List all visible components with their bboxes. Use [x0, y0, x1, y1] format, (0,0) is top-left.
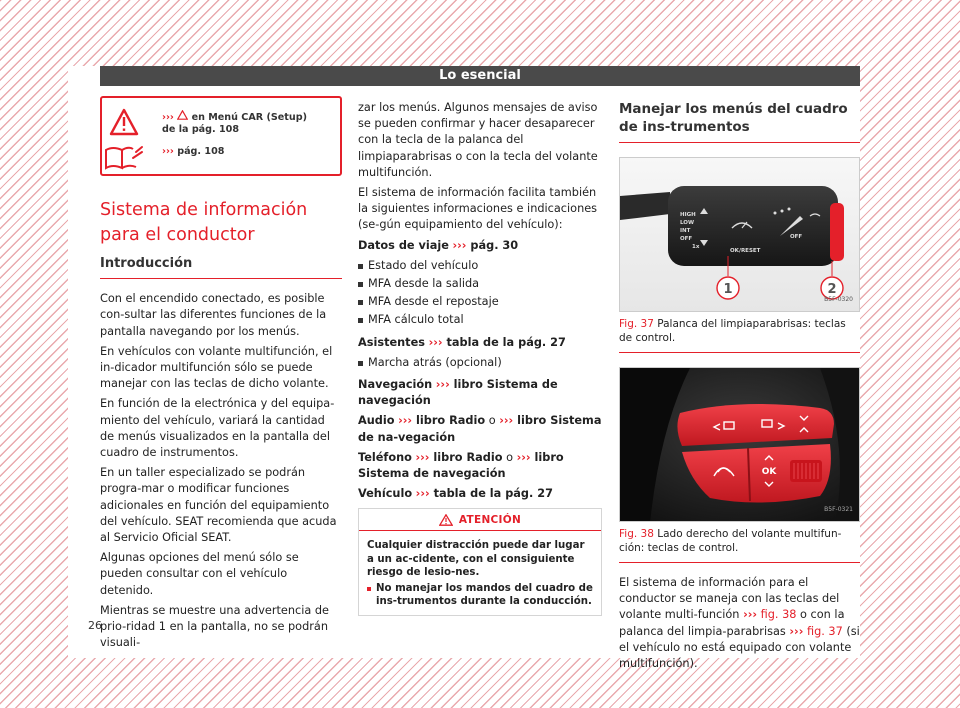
- link-libro-navegacion[interactable]: libro Sistema de navegación: [358, 378, 558, 408]
- audio-line: Audio ››› libro Radio o ››› libro Sistema de na-vegación: [358, 414, 602, 444]
- figure-caption: Fig. 38 Lado derecho del volante multifun-ción: teclas de control.: [619, 528, 860, 563]
- figure-tag: B5F-0320: [824, 295, 853, 303]
- navegacion-line: Navegación ››› libro Sistema de navegación: [358, 378, 558, 408]
- lever-label-high: HIGH: [680, 212, 696, 218]
- datos-viaje-line: Datos de viaje ››› pág. 30: [358, 238, 519, 252]
- warning-text: Cualquier distracción puede dar lugar a un ac-cidente, con el consiguiente riesgo de lesio-nes.: [367, 540, 585, 579]
- lever-label-rear-off: OFF: [790, 234, 803, 240]
- lever-label-1x: 1x: [692, 244, 700, 250]
- column-right: [619, 96, 860, 676]
- reference-row-warning: [102, 108, 312, 138]
- column-middle: [358, 100, 602, 616]
- list-item: MFA desde la salida: [358, 276, 602, 292]
- wiper-lever-image: [619, 157, 860, 312]
- reference-box: [100, 96, 342, 176]
- link-fig-37[interactable]: fig. 37: [803, 624, 843, 638]
- ok-label: OK: [761, 467, 777, 477]
- link-tabla-27[interactable]: tabla de la pág. 27: [442, 335, 566, 349]
- paragraph: El sistema de información facilita también la siguientes informaciones e indicaciones (se-gún equipamiento del vehículo):: [358, 186, 598, 232]
- link-libro-radio[interactable]: libro Radio: [412, 414, 486, 428]
- callout-1: 1: [723, 282, 733, 297]
- list-item: Marcha atrás (opcional): [358, 355, 602, 371]
- telefono-line: Teléfono ››› libro Radio o ››› libro Sistema de navegación: [358, 450, 564, 481]
- lever-label-okreset: OK/RESET: [730, 248, 761, 254]
- warning-triangle-icon: [102, 108, 146, 138]
- paragraph: Algunas opciones del menú sólo se pueden consultar con el vehículo detenido.: [100, 551, 299, 597]
- link-libro-navegacion[interactable]: libro Sistema de na-vegación: [358, 414, 602, 444]
- link-pag-30[interactable]: pág. 30: [466, 238, 519, 252]
- figure-37: [619, 157, 860, 353]
- asistentes-line: Asistentes ››› tabla de la pág. 27: [358, 335, 566, 349]
- figure-caption: Fig. 37 Palanca del limpiaparabrisas: teclas de control.: [619, 318, 860, 353]
- small-warning-icon: [177, 112, 191, 123]
- callout-2: 2: [827, 282, 837, 297]
- paragraph: Mientras se muestre una advertencia de prio-ridad 1 en la pantalla, no se podrán visuali-: [100, 603, 329, 650]
- link-tabla-27[interactable]: tabla de la pág. 27: [429, 487, 553, 501]
- list-item: MFA desde el repostaje: [358, 294, 602, 310]
- warning-body: [359, 531, 601, 615]
- warning-box: [358, 508, 602, 616]
- link-fig-38[interactable]: fig. 38: [757, 608, 797, 622]
- paragraph: Con el encendido conectado, es posible con-sultar las diferentes funciones de la pantalla navegando por los menús.: [100, 292, 327, 338]
- page-header: Lo esencial: [100, 66, 860, 86]
- link-libro-radio[interactable]: libro Radio: [429, 450, 503, 464]
- paragraph: En función de la electrónica y del equipa-miento del vehículo, variará la cantidad de menús visualizados en la pantalla del cuadro de instrumentos.: [100, 397, 335, 460]
- lever-label-low: LOW: [680, 220, 695, 226]
- figure-38: [619, 367, 860, 563]
- paragraph: En vehículos con volante multifunción, el in-dicador multifunción sólo se puede manejar con las teclas de dicho volante.: [100, 344, 333, 391]
- lever-label-int: INT: [680, 228, 691, 234]
- steering-wheel-image: [619, 367, 860, 522]
- section-subtitle: Introducción: [100, 256, 342, 279]
- link-libro-navegacion[interactable]: libro Sistema de navegación: [358, 450, 564, 481]
- warning-bullet: No manejar los mandos del cuadro de ins-trumentos durante la conducción.: [367, 582, 593, 609]
- column-left: [100, 96, 342, 655]
- section-title: Sistema de información para el conductor: [100, 200, 308, 245]
- reference-text-2: ››› pág. 108: [162, 146, 225, 157]
- paragraph: zar los menús. Algunos mensajes de aviso se pueden confirmar y hacer desaparecer con la tecla de la palanca del limpiaparabrisas o con la tecla del volante multifunción.: [358, 101, 598, 179]
- paragraph: En un taller especializado se podrán progra-mar o modificar funciones adicionales en función del equipamiento del vehículo. SEAT recomienda que acuda al Servicio Oficial SEAT.: [100, 466, 337, 545]
- vehiculo-line: Vehículo ››› tabla de la pág. 27: [358, 487, 553, 501]
- warning-triangle-icon: [439, 514, 453, 526]
- figure-tag: B5F-0321: [824, 505, 853, 513]
- list-item: Estado del vehículo: [358, 258, 602, 274]
- list-item: MFA cálculo total: [358, 312, 602, 328]
- warning-header: ATENCIÓN: [359, 509, 601, 531]
- lever-label-off: OFF: [680, 236, 693, 242]
- paragraph: El sistema de información para el conductor se maneja con las teclas del volante multi-función ››› fig. 38 o con la palanca del limpia-parabrisas ››› fig. 37 (si el vehículo no está equipado con volante multifunción).: [619, 576, 860, 671]
- reference-text-1: ››› en Menú CAR (Setup) de la pág. 108: [162, 112, 307, 135]
- page-number: 26: [88, 619, 102, 632]
- book-icon: [102, 144, 146, 174]
- subsection-title: Manejar los menús del cuadro de ins-trumentos: [619, 100, 860, 143]
- reference-row-book: [102, 144, 312, 174]
